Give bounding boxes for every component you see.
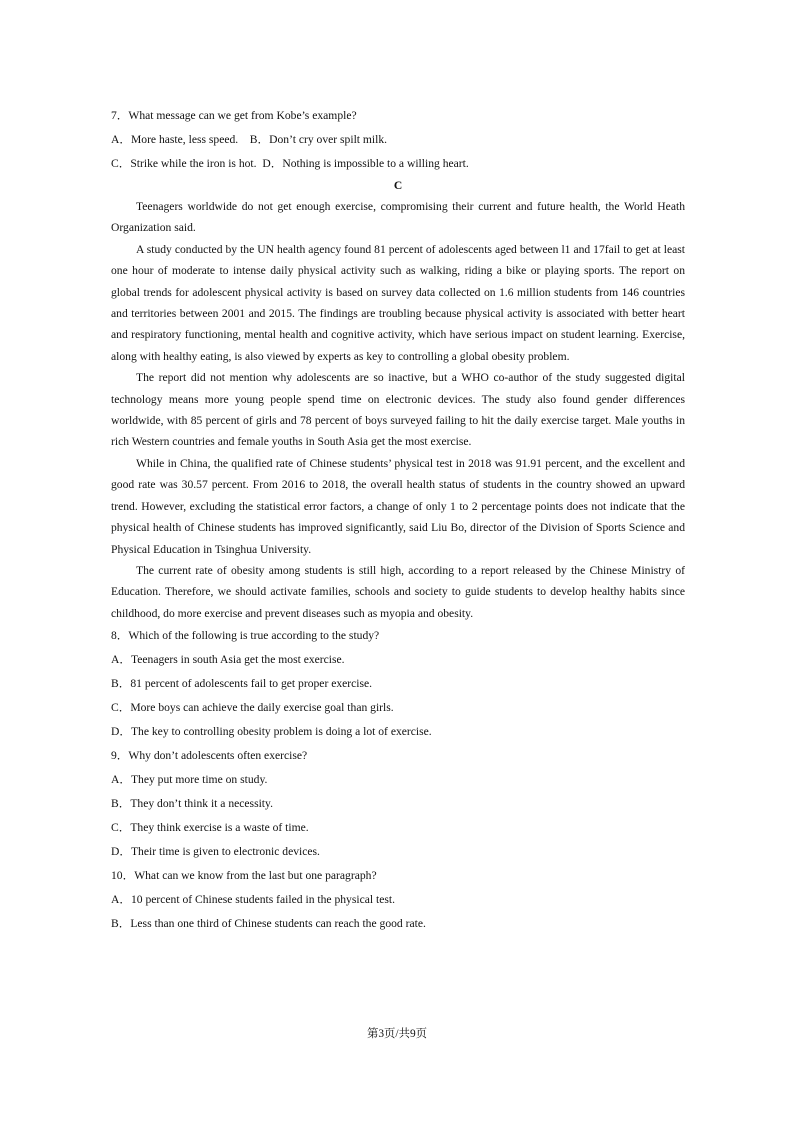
exam-page [111, 104, 685, 936]
question-7-options-ab: A．More haste, less speed. B．Don’t cry over spilt milk. [111, 133, 388, 146]
question-9-option-c: C．They think exercise is a waste of time. [111, 821, 309, 835]
page-number-footer: 第3页/共9页 [366, 1028, 428, 1040]
question-10-option-b: B．Less than one third of Chinese students can reach the good rate. [111, 917, 426, 931]
question-8-stem: 8．Which of the following is true according to the study? [111, 629, 380, 643]
question-8-option-b: B．81 percent of adolescents fail to get proper exercise. [111, 677, 373, 691]
question-10-option-a: A．10 percent of Chinese students failed in the physical test. [111, 893, 395, 907]
question-8-option-c: C．More boys can achieve the daily exercise goal than girls. [111, 701, 394, 715]
question-9-option-d: D．Their time is given to electronic devices. [111, 845, 320, 859]
question-8-option-a: A．Teenagers in south Asia get the most exercise. [111, 653, 345, 667]
question-7-stem: 7．What message can we get from Kobe’s example? [111, 109, 357, 122]
passage-section-title: C [393, 179, 403, 192]
question-9-option-a: A．They put more time on study. [111, 773, 268, 787]
question-9-option-b: B．They don’t think it a necessity. [111, 797, 273, 811]
passage-paragraph-5: The current rate of obesity among students is still high, according to a report released by the Chinese Ministry of Education. Therefore, we should activate families, schools and society to guide students to develop healthy habits since childhood, do more exercise and prevent diseases such as myopia and obesity. [111, 563, 685, 620]
passage-paragraph-1: Teenagers worldwide do not get enough exercise, compromising their current and future health, the World Heath Organization said. [111, 200, 685, 235]
question-10-stem: 10．What can we know from the last but one paragraph? [111, 869, 377, 883]
question-9-stem: 9．Why don’t adolescents often exercise? [111, 749, 308, 763]
passage-paragraph-4: While in China, the qualified rate of Chinese students’ physical test in 2018 was 91.91 percent, and the excellent and good rate was 30.57 percent. From 2016 to 2018, the overall health status of students in the country showed an upward trend. However, excluding the statistical error factors, a change of only 1 to 2 percentage points does not indicate that the physical health of Chinese students has improved significantly, said Liu Bo, director of the Division of Sports Science and Physical Education in Tsinghua University. [111, 456, 685, 556]
question-8-option-d: D．The key to controlling obesity problem is doing a lot of exercise. [111, 725, 432, 739]
passage-paragraph-3: The report did not mention why adolescents are so inactive, but a WHO co-author of the study suggested digital technology means more young people spend time on electronic devices. The study also found gender differences worldwide, with 85 percent of girls and 78 percent of boys surveyed failing to hit the daily exercise target. Male youths in rich Western countries and female youths in South Asia get the most exercise. [111, 371, 685, 449]
question-7-options-cd: C．Strike while the iron is hot. D．Nothing is impossible to a willing heart. [111, 157, 469, 170]
passage-paragraph-2: A study conducted by the UN health agency found 81 percent of adolescents aged between l1 and 17fail to get at least one hour of moderate to intense daily physical activity such as walking, riding a bike or playing sports. The report on global trends for adolescent physical activity is based on survey data collected on 1.6 million students from 146 countries and territories between 2001 and 2015. The findings are troubling because physical activity is associated with better heart and respiratory functioning, mental health and cognitive activity, which have serious impact on student learning. Exercise, along with healthy eating, is also viewed by experts as key to controlling a global obesity problem. [111, 242, 685, 363]
